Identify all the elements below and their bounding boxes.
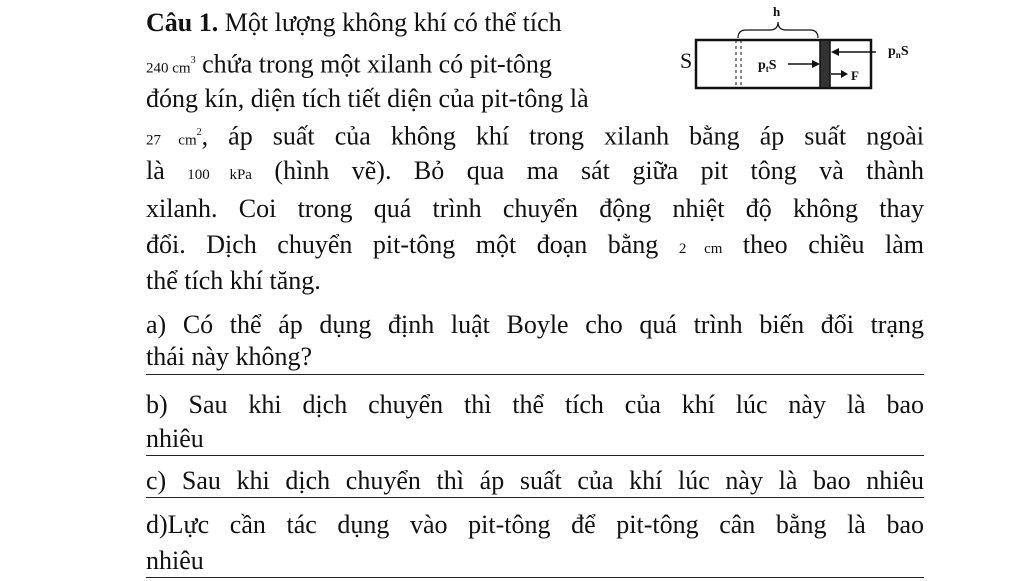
h-label: h [773, 4, 781, 19]
outer-force-arrowhead [831, 48, 839, 56]
question-line-3: đóng kín, diện tích tiết diện của pit-tông là [146, 84, 589, 113]
area-value: 27 cm [146, 132, 197, 149]
area-label-S: S [680, 48, 693, 73]
piston [820, 40, 830, 88]
part-b-line-1: b) Sau khi dịch chuyển thì thể tích của khí lúc này là bao [146, 390, 924, 419]
outer-force-label: $p_nS$ [888, 44, 909, 60]
divider [146, 577, 924, 578]
part-a-line-2: thái này không? [146, 342, 313, 371]
question-line-7 [146, 230, 924, 264]
inner-force-arrowhead [812, 60, 820, 68]
question-text: theo chiều làm [742, 230, 925, 259]
volume-value: 240 cm [146, 60, 191, 77]
question-line-8: thể tích khí tăng. [146, 266, 321, 295]
pressure-value: 100 kPa [187, 167, 252, 183]
question-line-2 [146, 46, 552, 84]
divider [146, 455, 924, 456]
question-line-1 [146, 8, 562, 38]
question-text: đổi. Dịch chuyển pit-tông một đoạn bằng [146, 230, 659, 259]
question-text: , áp suất của không khí trong xilanh bằng áp suất ngoài [201, 121, 924, 151]
cylinder [696, 40, 871, 88]
question-text: là [146, 156, 165, 185]
divider [146, 374, 924, 375]
part-a-line-1: a) Có thể áp dụng định luật Boyle cho quá trình biến đổi trạng [146, 310, 924, 339]
question-line-5 [146, 156, 924, 190]
part-d-line-2: nhiêu [146, 546, 204, 575]
question-line-4 [146, 118, 924, 156]
question-line-6: xilanh. Coi trong quá trình chuyển động nhiệt độ không thay [146, 194, 924, 223]
part-c-line-1: c) Sau khi dịch chuyển thì áp suất của khí lúc này là bao nhiêu [146, 466, 924, 495]
shift-value: 2 cm [678, 241, 723, 257]
question-text: (hình vẽ). Bỏ qua ma sát giữa pit tông và thành [274, 156, 925, 185]
question-text: Một lượng không khí có thể tích [224, 8, 562, 37]
force-F-arrowhead [841, 70, 848, 78]
part-b-line-2: nhiêu [146, 424, 204, 453]
question-text: chứa trong một xilanh có pit-tông [202, 49, 552, 79]
question-label: Câu 1. [146, 8, 219, 37]
inner-force-label: $p_tS$ [758, 58, 777, 74]
area-exponent: 2 [196, 127, 202, 138]
h-brace [738, 22, 818, 38]
volume-exponent: 3 [190, 55, 196, 66]
force-F-label: F [851, 68, 859, 83]
piston-cylinder-figure [680, 0, 930, 100]
divider [146, 497, 924, 498]
part-d-line-1: d)Lực cần tác dụng vào pit-tông để pit-tông cân bằng là bao [146, 510, 924, 539]
